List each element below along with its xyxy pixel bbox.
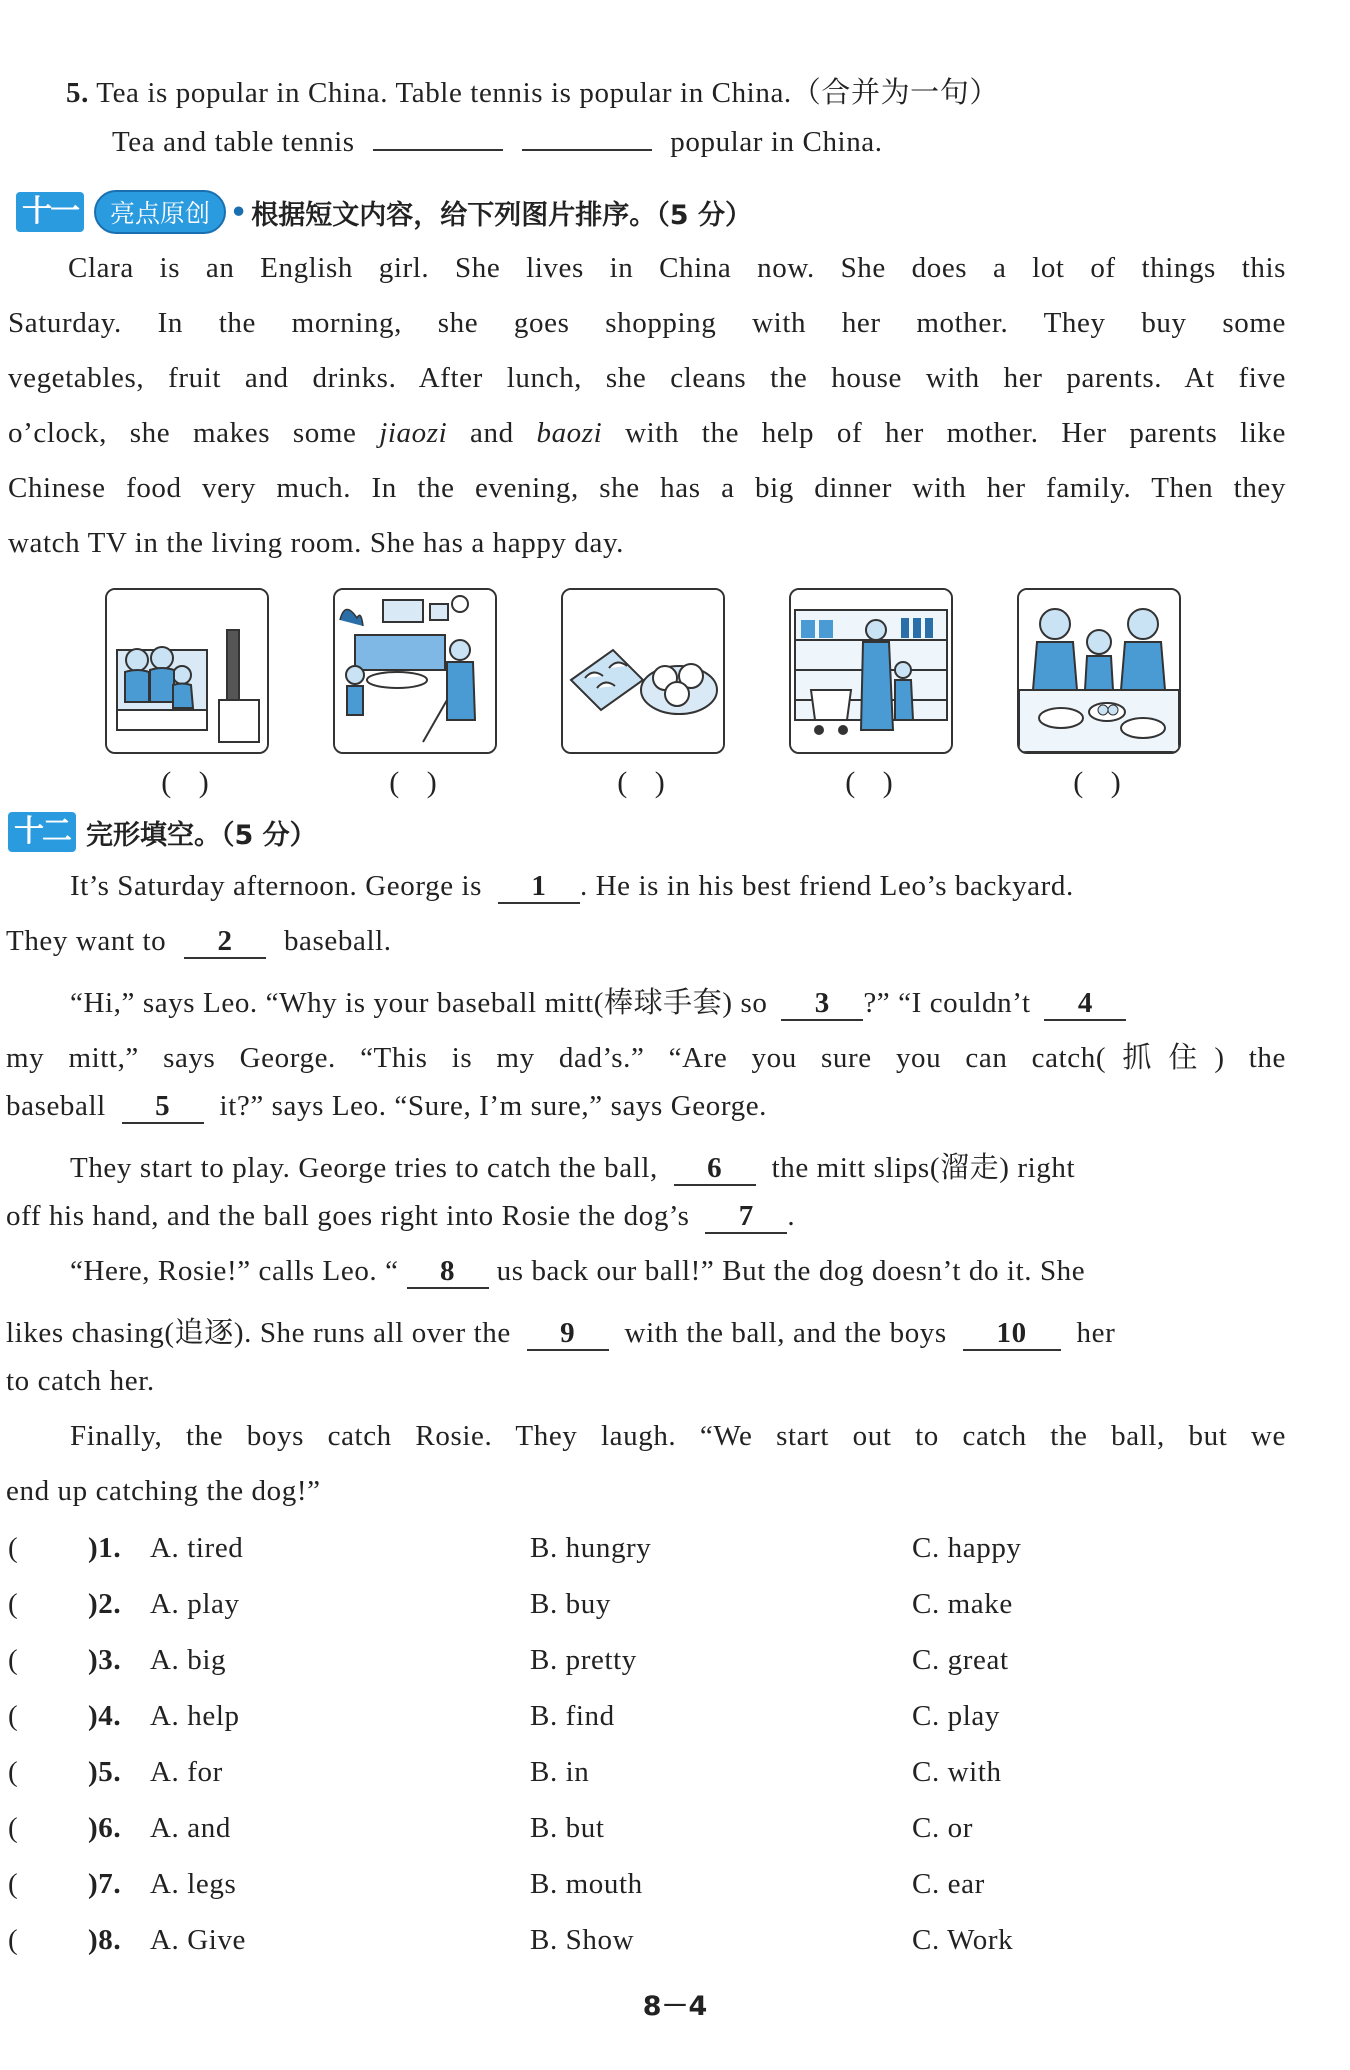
dot-icon: • — [230, 196, 248, 228]
cloze-line-6 — [70, 1145, 1075, 1186]
cloze-line-10: to catch her. — [6, 1365, 155, 1397]
picture-5-answer[interactable]: ( ) — [1073, 766, 1121, 799]
answer-paren[interactable]: ( — [8, 1812, 19, 1844]
passage-line-2: Saturday. In the morning, she goes shopping with her mother. They buy some — [8, 307, 1286, 339]
option-number: )6. — [88, 1812, 122, 1844]
passage-line-6: watch TV in the living room. She has a happy day. — [8, 527, 625, 559]
family-cleaning-house-icon — [335, 590, 495, 752]
picture-food — [561, 588, 725, 754]
option-row-7 — [8, 1868, 1338, 1908]
cloze-text: It’s Saturday afternoon. George is — [70, 870, 483, 902]
option-a[interactable]: A. and — [150, 1812, 231, 1844]
answer-paren[interactable]: ( — [8, 1532, 19, 1564]
picture-shopping — [789, 588, 953, 754]
option-b[interactable]: B. mouth — [530, 1868, 643, 1900]
section-12-title: 完形填空。（5 分） — [86, 819, 317, 851]
cloze-blank-7[interactable]: 7 — [705, 1200, 787, 1234]
cloze-text: off his hand, and the ball goes right into Rosie the dog’s — [6, 1200, 690, 1232]
cloze-text: They start to play. George tries to catch the ball, — [70, 1152, 658, 1184]
option-number: )4. — [88, 1700, 122, 1732]
cloze-text: “Here, Rosie!” calls Leo. “ — [70, 1255, 399, 1287]
cloze-line-12: end up catching the dog!” — [6, 1475, 321, 1507]
cloze-text: it?” says Leo. “Sure, I’m sure,” says George. — [219, 1090, 768, 1122]
option-c[interactable]: C. Work — [912, 1924, 1014, 1956]
cloze-line-3 — [70, 980, 1126, 1021]
answer-paren[interactable]: ( — [8, 1700, 19, 1732]
passage-line-5: Chinese food very much. In the evening, she has a big dinner with her family. Then they — [8, 472, 1286, 504]
option-number: )1. — [88, 1532, 122, 1564]
option-a[interactable]: A. tired — [150, 1532, 244, 1564]
cloze-line-2 — [6, 925, 392, 959]
cloze-line-4: my mitt,” says George. “This is my dad’s.” “Are you sure you can catch(抓住) the — [6, 1042, 1286, 1074]
cloze-line-11: Finally, the boys catch Rosie. They laugh. “We start out to catch the ball, but we — [70, 1420, 1286, 1452]
cloze-line-9 — [6, 1310, 1115, 1351]
cloze-text: baseball. — [283, 925, 392, 957]
option-b[interactable]: B. find — [530, 1700, 615, 1732]
section-12-header — [8, 812, 317, 852]
cloze-text: They want to — [6, 925, 167, 957]
cloze-text: ?” “I couldn’t — [863, 987, 1031, 1019]
q5-line2-end: popular in China. — [670, 126, 883, 158]
cloze-line-1 — [70, 870, 1074, 904]
jiaozi-baozi-icon — [563, 590, 723, 752]
option-row-6 — [8, 1812, 1338, 1852]
passage-line-4: o’clock, she makes some jiaozi and baozi with the help of her mother. Her parents like — [8, 417, 1286, 449]
option-c[interactable]: C. make — [912, 1588, 1013, 1620]
cloze-text: baseball — [6, 1090, 106, 1122]
cloze-text: . — [787, 1200, 796, 1232]
option-a[interactable]: A. Give — [150, 1924, 247, 1956]
cloze-blank-2[interactable]: 2 — [184, 925, 266, 959]
q5-blank-2[interactable] — [522, 149, 652, 151]
q5-line2-start: Tea and table tennis — [112, 126, 355, 158]
q5-prompt-line — [66, 70, 999, 111]
cloze-blank-3[interactable]: 3 — [781, 987, 863, 1021]
q5-blank-1[interactable] — [373, 149, 503, 151]
option-row-3 — [8, 1644, 1338, 1684]
option-row-2 — [8, 1588, 1338, 1628]
option-c[interactable]: C. ear — [912, 1868, 985, 1900]
option-a[interactable]: A. big — [150, 1644, 227, 1676]
q5-number: 5. — [66, 77, 89, 109]
answer-paren[interactable]: ( — [8, 1756, 19, 1788]
cloze-text: her — [1076, 1317, 1116, 1349]
cloze-blank-1[interactable]: 1 — [498, 870, 580, 904]
answer-paren[interactable]: ( — [8, 1924, 19, 1956]
cloze-line-8 — [70, 1255, 1085, 1289]
q5-answer-line — [112, 126, 883, 159]
cloze-text: “Hi,” says Leo. “Why is your baseball mitt(棒球手套) so — [70, 987, 768, 1019]
cloze-blank-8[interactable]: 8 — [407, 1255, 489, 1289]
section-12-number: 十二 — [8, 812, 76, 852]
option-row-1 — [8, 1532, 1338, 1572]
picture-3-answer[interactable]: ( ) — [617, 766, 665, 799]
option-b[interactable]: B. Show — [530, 1924, 635, 1956]
cloze-text: . He is in his best friend Leo’s backyard. — [579, 870, 1074, 902]
passage-line-3: vegetables, fruit and drinks. After lunch, she cleans the house with her parents. At five — [8, 362, 1286, 394]
option-a[interactable]: A. for — [150, 1756, 223, 1788]
option-c[interactable]: C. play — [912, 1700, 1000, 1732]
q5-prompt: Tea is popular in China. Table tennis is popular in China.（合并为一句） — [96, 77, 999, 109]
option-c[interactable]: C. happy — [912, 1532, 1022, 1564]
option-b[interactable]: B. hungry — [530, 1532, 652, 1564]
option-b[interactable]: B. buy — [530, 1588, 611, 1620]
cloze-blank-9[interactable]: 9 — [527, 1317, 609, 1351]
option-b[interactable]: B. in — [530, 1756, 590, 1788]
option-row-8 — [8, 1924, 1338, 1964]
option-a[interactable]: A. help — [150, 1700, 240, 1732]
section-11-title: 根据短文内容，给下列图片排序。（5 分） — [251, 199, 752, 231]
cloze-blank-5[interactable]: 5 — [122, 1090, 204, 1124]
option-a[interactable]: A. play — [150, 1588, 240, 1620]
option-number: )8. — [88, 1924, 122, 1956]
cloze-line-7 — [6, 1200, 795, 1234]
option-number: )7. — [88, 1868, 122, 1900]
cloze-text: with the ball, and the boys — [624, 1317, 947, 1349]
answer-paren[interactable]: ( — [8, 1644, 19, 1676]
option-b[interactable]: B. pretty — [530, 1644, 637, 1676]
shopping-supermarket-icon — [791, 590, 951, 752]
answer-paren[interactable]: ( — [8, 1868, 19, 1900]
option-c[interactable]: C. great — [912, 1644, 1009, 1676]
section-11-number: 十一 — [16, 192, 84, 232]
original-badge: 亮点原创 — [94, 190, 226, 234]
cloze-blank-6[interactable]: 6 — [674, 1152, 756, 1186]
cloze-blank-10[interactable]: 10 — [963, 1317, 1061, 1351]
option-number: )3. — [88, 1644, 122, 1676]
page-number: 8－4 — [642, 1991, 708, 2022]
passage-line-1: Clara is an English girl. She lives in China now. She does a lot of things this — [68, 252, 1286, 284]
picture-2-answer[interactable]: ( ) — [389, 766, 437, 799]
answer-paren[interactable]: ( — [8, 1588, 19, 1620]
picture-dinner — [1017, 588, 1181, 754]
option-c[interactable]: C. or — [912, 1812, 973, 1844]
option-a[interactable]: A. legs — [150, 1868, 237, 1900]
family-dinner-icon — [1019, 590, 1179, 752]
option-row-4 — [8, 1700, 1338, 1740]
option-row-5 — [8, 1756, 1338, 1796]
picture-4-answer[interactable]: ( ) — [845, 766, 893, 799]
picture-1-answer[interactable]: ( ) — [161, 766, 209, 799]
option-number: )5. — [88, 1756, 122, 1788]
picture-watching-tv — [105, 588, 269, 754]
cloze-text: the mitt slips(溜走) right — [771, 1152, 1076, 1184]
family-watching-tv-icon — [107, 590, 267, 752]
cloze-line-5 — [6, 1090, 767, 1124]
option-c[interactable]: C. with — [912, 1756, 1002, 1788]
cloze-text: likes chasing(追逐). She runs all over the — [6, 1317, 511, 1349]
picture-cleaning-house — [333, 588, 497, 754]
cloze-text: us back our ball!” But the dog doesn’t do it. She — [496, 1255, 1086, 1287]
section-11-header — [16, 190, 752, 234]
option-number: )2. — [88, 1588, 122, 1620]
cloze-blank-4[interactable]: 4 — [1044, 987, 1126, 1021]
option-b[interactable]: B. but — [530, 1812, 605, 1844]
